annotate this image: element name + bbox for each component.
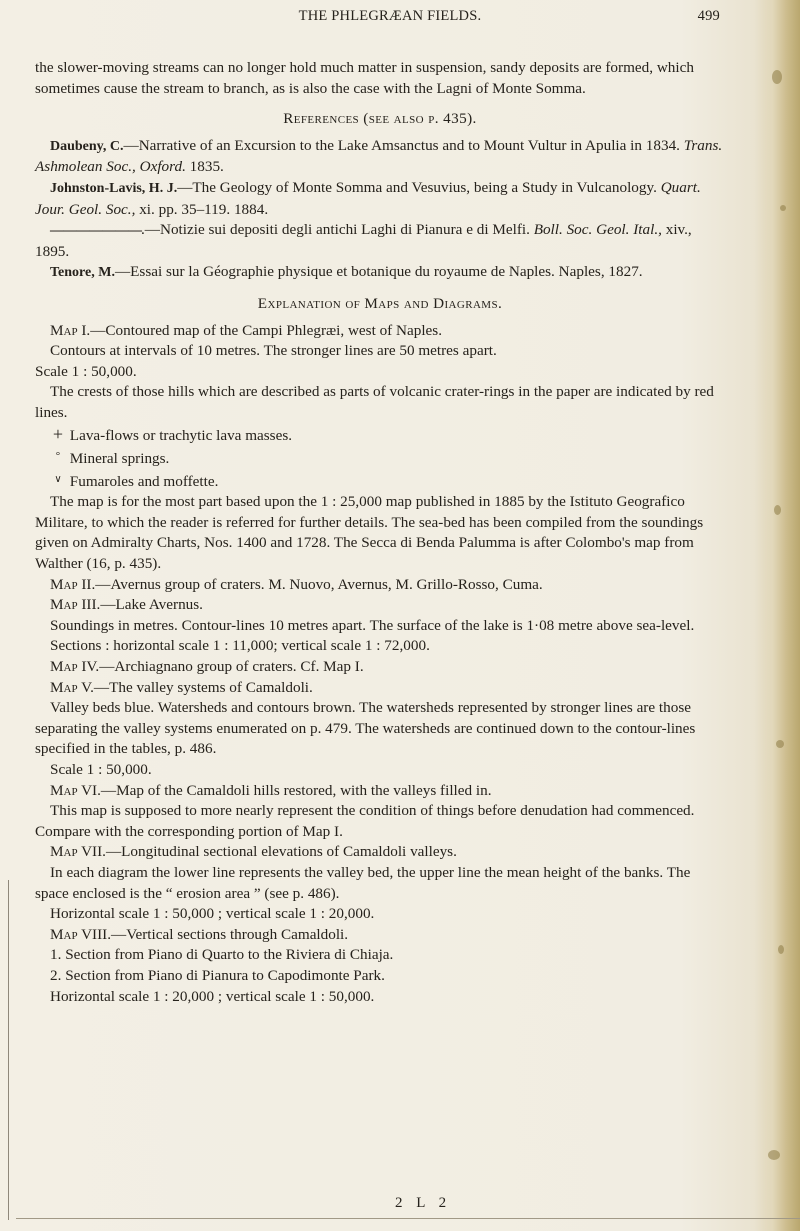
explanation-line bbox=[35, 341, 725, 362]
reference-details: 1835. bbox=[189, 158, 224, 176]
reference-author: Daubeny, C. bbox=[50, 138, 124, 154]
explanation-heading: Explanation of Maps and Diagrams. bbox=[257, 294, 503, 312]
intro-paragraph: the slower-moving streams can no longer hold much matter in suspension, sandy deposits are formed, which sometimes cause the stream to branch, as is also the case with the Lagni of Monte Somma. bbox=[35, 59, 694, 97]
explanation-line bbox=[35, 781, 725, 802]
reference-journal: Quart. Jour. Geol. Soc., bbox=[35, 178, 701, 218]
legend-symbol-icon: ° bbox=[55, 450, 61, 463]
explanation-line bbox=[35, 678, 725, 699]
reference-entry bbox=[35, 178, 725, 220]
map-label: Map I. bbox=[50, 321, 91, 339]
explanation-line bbox=[35, 595, 725, 616]
explanation-text: This map is supposed to more nearly represent the condition of things before denudation had commenced. Compare with the corresponding portion of Map I. bbox=[35, 802, 695, 840]
explanation-text: 1. Section from Piano di Quarto to the Riviera di Chiaja. bbox=[50, 946, 394, 964]
reference-title: —Narrative of an Excursion to the Lake Amsanctus and to Mount Vultur in Apulia in 1834. bbox=[123, 136, 680, 154]
bottom-margin-line bbox=[16, 1218, 800, 1219]
explanation-line bbox=[35, 636, 725, 657]
reference-author: Johnston-Lavis, H. J. bbox=[50, 180, 178, 196]
reference-title: .—Notizie sui depositi degli antichi Laghi di Pianura e di Melfi. bbox=[141, 221, 530, 239]
explanation-text: —The valley systems of Camaldoli. bbox=[93, 678, 313, 696]
explanation-line bbox=[35, 470, 725, 493]
explanation-text: Scale 1 : 50,000. bbox=[35, 362, 137, 380]
explanation-text: In each diagram the lower line represents the valley bed, the upper line the mean height of the banks. The space enclosed is the “ erosion area ” (see p. 486). bbox=[35, 863, 691, 902]
legend-symbol-icon: + bbox=[52, 423, 64, 444]
reference-journal: Boll. Soc. Geol. Ital., bbox=[533, 221, 662, 239]
reference-journal: Trans. Ashmolean Soc., Oxford. bbox=[35, 136, 723, 176]
explanation-line bbox=[35, 446, 725, 470]
explanation-list bbox=[35, 321, 725, 1008]
explanation-text: Lava-flows or trachytic lava masses. bbox=[69, 426, 293, 444]
explanation-text: Mineral springs. bbox=[69, 450, 170, 468]
explanation-line bbox=[35, 966, 725, 987]
explanation-text: —Map of the Camaldoli hills restored, with the valleys filled in. bbox=[100, 781, 492, 799]
references-heading: References (see also p. 435). bbox=[283, 110, 477, 128]
references-list bbox=[35, 136, 725, 284]
explanation-line bbox=[35, 987, 725, 1008]
explanation-line bbox=[35, 925, 725, 946]
explanation-line bbox=[35, 424, 725, 447]
explanation-text: Scale 1 : 50,000. bbox=[50, 761, 152, 778]
reference-title: —The Geology of Monte Somma and Vesuvius, being a Study in Vulcanology. bbox=[177, 178, 657, 196]
explanation-line bbox=[35, 657, 725, 678]
explanation-text: Sections : horizontal scale 1 : 11,000; vertical scale 1 : 72,000. bbox=[50, 637, 430, 655]
explanation-text: Horizontal scale 1 : 50,000 ; vertical scale 1 : 20,000. bbox=[50, 905, 375, 923]
reference-details: xi. pp. 35–119. 1884. bbox=[139, 200, 269, 218]
explanation-text: Soundings in metres. Contour-lines 10 metres apart. The surface of the lake is 1·08 metre above sea-level. bbox=[50, 616, 695, 634]
reference-entry bbox=[35, 262, 725, 284]
explanation-text: —Contoured map of the Campi Phlegræi, west of Naples. bbox=[90, 321, 443, 339]
explanation-text: —Avernus group of craters. M. Nuovo, Avernus, M. Grillo-Rosso, Cuma. bbox=[95, 575, 543, 593]
reference-entry bbox=[35, 220, 725, 262]
map-label: Map V. bbox=[50, 678, 94, 696]
map-label: Map VIII. bbox=[50, 925, 112, 943]
explanation-text: Horizontal scale 1 : 20,000 ; vertical scale 1 : 50,000. bbox=[50, 987, 375, 1005]
explanation-line bbox=[35, 863, 725, 904]
map-label: Map II. bbox=[50, 575, 96, 593]
explanation-line bbox=[35, 904, 725, 925]
explanation-text: 2. Section from Piano di Pianura to Capodimonte Park. bbox=[50, 966, 385, 984]
explanation-text: The map is for the most part based upon the 1 : 25,000 map published in 1885 by the Istituto Geografico Militare, to which the reader is referred for further details. The sea-bed has been compiled from the soundings given on Admiralty Charts, Nos. 1400 and 1728. The Secca di Benda Palumma is after Colombo's map from Walther (16, p. 435). bbox=[35, 493, 704, 573]
explanation-text: Fumaroles and moffette. bbox=[69, 472, 219, 490]
explanation-text: Valley beds blue. Watersheds and contours brown. The watersheds represented by stronger lines are those separating the valley systems enumerated on p. 479. The watersheds are continued down to the contour-lines specified in the tables, p. 486. bbox=[35, 699, 696, 758]
reference-entry bbox=[35, 136, 725, 178]
explanation-line bbox=[35, 321, 725, 342]
page-number: 499 bbox=[697, 8, 720, 24]
map-label: Map VI. bbox=[50, 781, 101, 799]
printer-signature: 2 L 2 bbox=[395, 1195, 452, 1211]
reference-author: ——————— bbox=[50, 223, 141, 239]
explanation-text: Contours at intervals of 10 metres. The stronger lines are 50 metres apart. bbox=[50, 342, 497, 360]
map-label: Map IV. bbox=[50, 658, 100, 676]
map-label: Map III. bbox=[50, 596, 101, 614]
explanation-line bbox=[35, 362, 725, 383]
explanation-line bbox=[35, 616, 725, 637]
running-header bbox=[60, 8, 720, 32]
explanation-line bbox=[35, 698, 725, 760]
explanation-line bbox=[35, 945, 725, 966]
explanation-line bbox=[35, 575, 725, 596]
map-label: Map VII. bbox=[50, 843, 106, 861]
explanation-text: —Lake Avernus. bbox=[100, 596, 203, 614]
reference-author: Tenore, M. bbox=[50, 265, 115, 281]
running-title: THE PHLEGRÆAN FIELDS. bbox=[298, 8, 482, 24]
left-margin-line bbox=[8, 880, 9, 1220]
legend-symbol-icon: ∨ bbox=[54, 473, 62, 485]
explanation-text: —Vertical sections through Camaldoli. bbox=[111, 925, 349, 943]
reference-details: xiv., 1895. bbox=[35, 221, 692, 260]
explanation-line bbox=[35, 842, 725, 863]
explanation-line bbox=[35, 760, 725, 781]
page-body bbox=[35, 58, 725, 1007]
explanation-line bbox=[35, 382, 725, 423]
explanation-line bbox=[35, 801, 725, 842]
explanation-text: The crests of those hills which are described as parts of volcanic crater-rings in the paper are indicated by red lines. bbox=[35, 383, 714, 421]
explanation-text: —Archiagnano group of craters. Cf. Map I. bbox=[99, 658, 364, 676]
explanation-text: —Longitudinal sectional elevations of Camaldoli valleys. bbox=[105, 843, 457, 861]
page-edge-stain bbox=[754, 0, 800, 1231]
reference-title: —Essai sur la Géographie physique et botanique du royaume de Naples. Naples, 1827. bbox=[114, 263, 643, 281]
explanation-line bbox=[35, 492, 725, 574]
